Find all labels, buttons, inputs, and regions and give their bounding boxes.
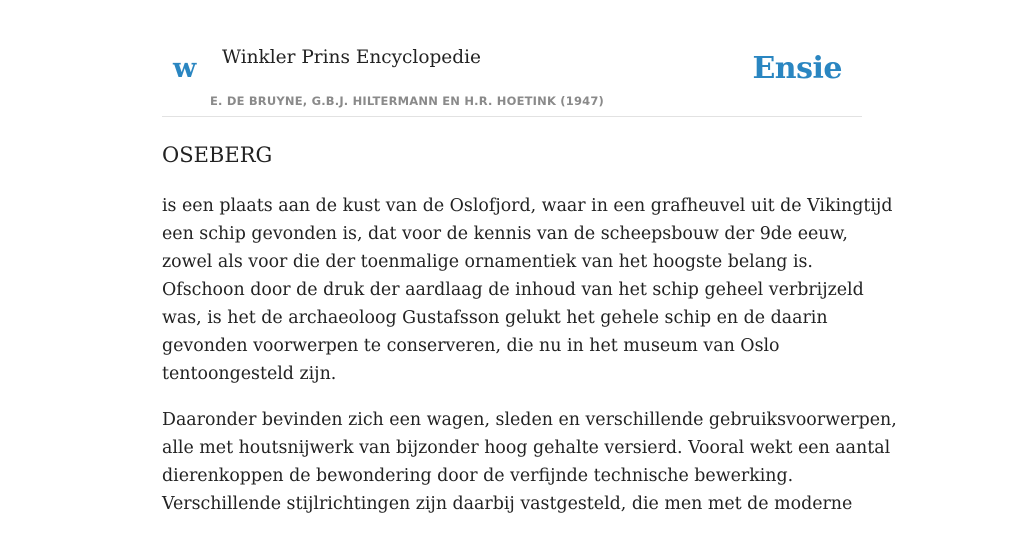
- text-line: dierenkoppen de bewondering door de verfijnde technische bewerking.: [162, 466, 794, 486]
- page: [162, 0, 897, 514]
- text-line: alle met houtsnijwerk van bijzonder hoog gehalte versierd. Vooral wekt een aantal: [162, 438, 891, 458]
- publication-authors: E. DE BRUYNE, G.B.J. HILTERMANN EN H.R. HOETINK (1947): [210, 94, 605, 108]
- text-line: gevonden voorwerpen te conserveren, die nu in het museum van Oslo: [162, 336, 780, 356]
- text-line: is een plaats aan de kust van de Oslofjord, waar in een grafheuvel uit de Vikingtijd: [162, 196, 893, 216]
- entry-body: [162, 192, 897, 536]
- text-line: Verschillende stijlrichtingen zijn daarbij vastgesteld, die men met de moderne: [162, 494, 853, 514]
- encyclopedia-header: [162, 0, 862, 117]
- text-line: een schip gevonden is, dat voor de kennis van de scheepsbouw der 9de eeuw,: [162, 224, 848, 244]
- ensie-brand-link[interactable]: Ensie: [752, 51, 842, 86]
- text-line: Daaronder bevinden zich een wagen, sleden en verschillende gebruiksvoorwerpen,: [162, 410, 897, 430]
- paragraph: [162, 406, 897, 518]
- text-line: zowel als voor die der toenmalige ornamentiek van het hoogste belang is.: [162, 252, 813, 272]
- text-line: tentoongesteld zijn.: [162, 364, 337, 384]
- winkler-prins-logo-icon[interactable]: w: [173, 53, 197, 84]
- paragraph: [162, 192, 893, 388]
- text-line: Ofschoon door de druk der aardlaag de inhoud van het schip geheel verbrijzeld: [162, 280, 864, 300]
- text-line: was, is het de archaeoloog Gustafsson gelukt het gehele schip en de daarin: [162, 308, 828, 328]
- entry-title: OSEBERG: [162, 143, 273, 167]
- publication-title[interactable]: Winkler Prins Encyclopedie: [222, 47, 481, 68]
